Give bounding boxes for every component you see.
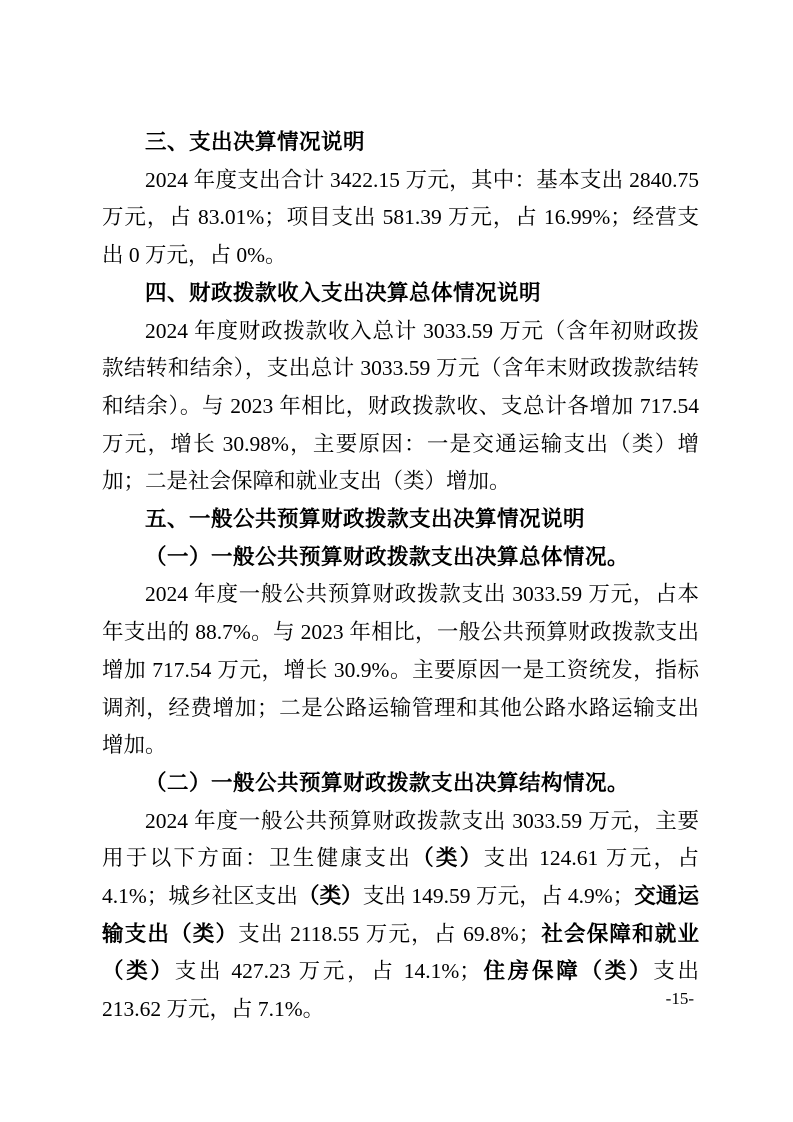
subsection-2-paragraph — [102, 803, 699, 1029]
page-number: -15- — [665, 989, 694, 1008]
text-run: 支出 2118.55 万元，占 69.8%； — [238, 921, 541, 946]
section-5-heading: 五、一般公共预算财政拨款支出决算情况说明 — [145, 507, 586, 533]
text-run-bold: （类） — [412, 846, 484, 871]
text-run-bold: 住房保障（类） — [480, 959, 654, 984]
subsection-1-heading: （一）一般公共预算财政拨款支出决算总体情况。 — [145, 544, 630, 569]
subsection-2-heading: （二）一般公共预算财政拨款支出决算结构情况。 — [145, 770, 630, 795]
subsection-1-paragraph: 2024 年度一般公共预算财政拨款支出 3033.59 万元，占本年支出的 88.7%。与 2023 年相比，一般公共预算财政拨款支出增加 717.54 万元，增长 30.9%。主要原因一是工资统发，指标调剂，经费增加；二是公路运输管理和其他公路水路运输支出增加。 — [102, 582, 699, 758]
section-4-paragraph: 2024 年度财政拨款收入总计 3033.59 万元（含年初财政拨款结转和结余），支出总计 3033.59 万元（含年末财政拨款结转和结余）。与 2023 年相比，财政拨款收、支总计各增加 717.54 万元，增长 30.98%，主要原因：一是交通运输支出（类）增加；二是社会保障和就业支出（类）增加。 — [102, 318, 699, 494]
section-4-heading: 四、财政拨款收入支出决算总体情况说明 — [145, 280, 542, 306]
text-run-bold: （类） — [297, 884, 363, 909]
text-run: 支出 149.59 万元，占 4.9%； — [362, 884, 635, 909]
text-run: 支出 427.23 万元，占 14.1%； — [174, 959, 481, 984]
text-run: 2024 年度一般公共预算财政拨款支出 3033.59 万元，主要用于以下方面：卫生健康支出 — [102, 808, 699, 871]
section-3-heading: 三、支出决算情况说明 — [145, 130, 366, 155]
text-run: 支出 124.61 万元，占 4.1%；城乡社区支出 — [102, 846, 699, 909]
text-run: 支出 213.62 万元，占 7.1%。 — [102, 959, 699, 1022]
text-run-bold: 社会保障和就业（类） — [102, 921, 699, 984]
section-3-paragraph: 2024 年度支出合计 3422.15 万元，其中：基本支出 2840.75 万元，占 83.01%；项目支出 581.39 万元，占 16.99%；经营支出 0 万元，占 0%。 — [102, 167, 699, 268]
document-content — [102, 124, 699, 1029]
text-run-bold: 交通运输支出（类） — [102, 884, 699, 946]
